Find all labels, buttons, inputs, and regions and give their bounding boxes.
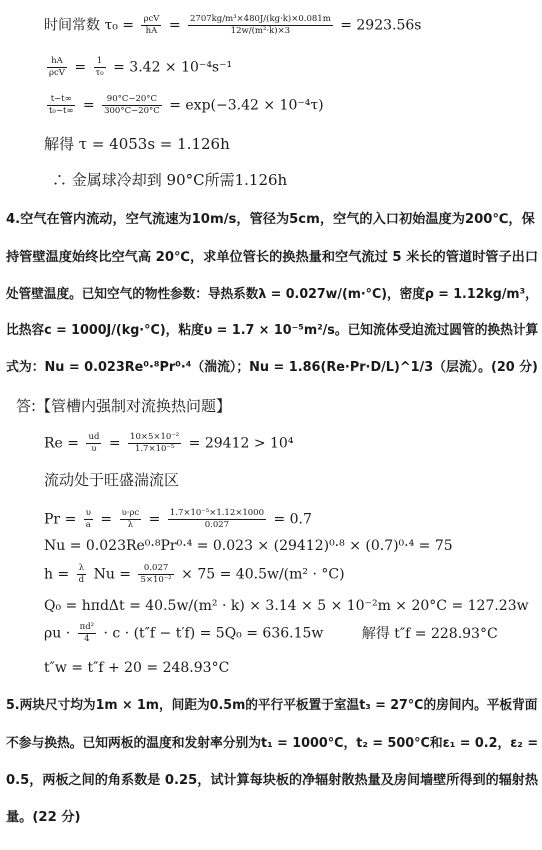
h-result: × 75 = 40.5w/(m² · °C)	[181, 566, 345, 583]
conclusion: ∴ 金属球冷却到 90°C所需1.126h	[52, 171, 288, 189]
tau0-equation: 时间常数 τ₀ = $\frac{\text{ρcV}}{hA}$ = $\frac{\text{2707kg/m³×480J/(kg·k)×0.081m}}{\text{12w/(m²·k)×3}}$ = 2923.56s	[44, 14, 422, 36]
pr-result: = 0.7	[273, 511, 312, 528]
q0-equation: Q₀ = hπdΔt = 40.5w/(m² · k) × 3.14 × 5 × 10⁻²m × 20°C = 127.23w	[44, 598, 529, 614]
q4-line-4: 比热容c = 1000J/(kg·°C)，粘度υ = 1.7 × 10⁻⁵m²/s。已知流体受迫流过圆管的换热计算	[6, 323, 539, 338]
q5-line-4: 量。(22 分)	[6, 810, 81, 825]
q5-line-2: 不参与换热。已知两板的温度和发射率分别为t₁ = 1000°C，t₂ = 500°C和ε₁ = 0.2，ε₂ =	[6, 736, 539, 751]
q5-line-1: 5.两块尺寸均为1m × 1m，间距为0.5m的平行平板置于室温t₃ = 27°C的房间内。平板背面	[6, 698, 538, 713]
tau0-result: = 2923.56s	[340, 17, 422, 34]
ha-result: = 3.42 × 10⁻⁴s⁻¹	[113, 59, 233, 76]
tw-equation: t″w = t″f + 20 = 248.93°C	[44, 660, 230, 676]
q4-line-5: 式为：Nu = 0.023Re⁰·⁸Pr⁰·⁴（湍流）；Nu = 1.86(Re·Pr·D/L)^1/3（层流）。(20 分)	[6, 360, 538, 375]
pr-equation: Pr = $\frac{\upsilon}{a}$ = $\frac{\upsilon\cdot\rho c}{\lambda}$ = $\frac{\text{1.7×10⁻⁵×1.12×1000}}{0.027}$ = 0.7	[44, 508, 312, 530]
tau0-label: 时间常数	[44, 17, 100, 34]
answer-header: 答:【管槽内强制对流换热问题】	[16, 397, 232, 415]
re-equation: Re = $\frac{ud}{\upsilon}$ = $\frac{\text{10×5×10⁻²}}{\text{1.7×10⁻⁵}}$ = 29412 > 10⁴	[44, 432, 294, 454]
ratio-result: = exp(−3.42 × 10⁻⁴τ)	[169, 97, 324, 114]
tau0-frac: $\frac{\text{ρcV}}{hA}$	[143, 14, 160, 36]
rho-equation: ρu · $\frac{\text{πd²}}{4}$ · c · (t″f − t′f) = 5Q₀ = 636.15w 解得 t″f = 228.93°C	[44, 622, 498, 644]
nu-equation: Nu = 0.023Re⁰·⁸Pr⁰·⁴ = 0.023 × (29412)⁰·⁸ × (0.7)⁰·⁴ = 75	[44, 538, 453, 554]
q5-line-3: 0.5，两板之间的角系数是 0.25，试计算每块板的净辐射散热量及房间墙壁所得到的辐射热	[6, 773, 539, 788]
q4-line-1: 4.空气在管内流动，空气流速为10m/s，管径为5cm，空气的入口初始温度为200℃，保	[6, 212, 535, 227]
tau0-lhs: τ₀ =	[104, 17, 134, 34]
ha-equation: $\frac{hA}{\text{ρcV}}$ = $\frac{1}{\text{τ₀}}$ = 3.42 × 10⁻⁴s⁻¹	[49, 56, 233, 78]
q4-line-3: 处管壁温度。已知空气的物性参数：导热系数λ = 0.027w/(m·°C)，密度ρ = 1.12kg/m³，	[6, 287, 538, 302]
flow-state: 流动处于旺盛湍流区	[44, 471, 180, 489]
solve-tau: 解得 τ = 4053s = 1.126h	[44, 135, 230, 153]
rho-solve: 解得 t″f = 228.93°C	[361, 625, 498, 642]
tau0-frac-values: $\frac{\text{2707kg/m³×480J/(kg·k)×0.081m}}{\text{12w/(m²·k)×3}}$	[190, 14, 331, 36]
h-equation: h = $\frac{\lambda}{d}$ Nu = $\frac{0.027}{\text{5×10⁻²}}$ × 75 = 40.5w/(m² · °C)	[44, 563, 345, 585]
ratio-equation: $\frac{t-t\infty}{\text{t₀−t∞}}$ = $\frac{90^\circ C-20^\circ C}{300^\circ C-20^\circ C}$ = exp(−3.42 × 10⁻⁴τ)	[49, 94, 324, 116]
q4-line-2: 持管壁温度始终比空气高 20℃，求单位管长的换热量和空气流过 5 米长的管道时管子出口	[6, 250, 539, 265]
re-result: = 29412 > 10⁴	[188, 435, 294, 452]
